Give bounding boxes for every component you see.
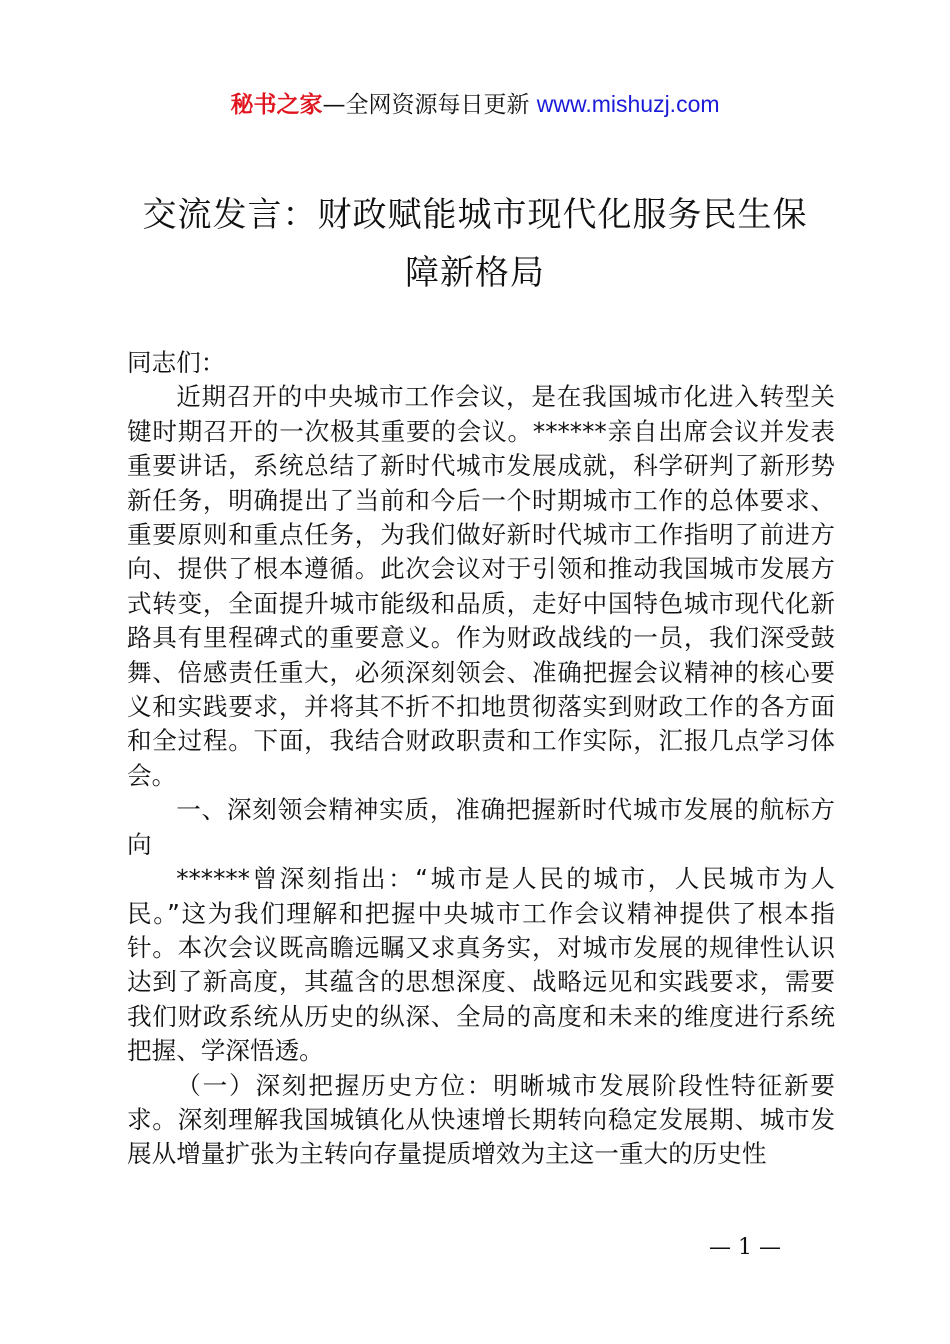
paragraph-intro: 近期召开的中央城市工作会议，是在我国城市化进入转型关键时期召开的一次极其重要的会议。******亲自出席会议并发表重要讲话，系统总结了新时代城市发展成就，科学研判了新形势新任务，明确提出了当前和今后一个时期城市工作的总体要求、重要原则和重点任务，为我们做好新时代城市工作指明了前进方向、提供了根本遵循。此次会议对于引领和推动我国城市发展方式转变，全面提升城市能级和品质，走好中国特色城市现代化新路具有里程碑式的重要意义。作为财政战线的一员，我们深受鼓舞、倍感责任重大，必须深刻领会、准确把握会议精神的核心要义和实践要求，并将其不折不扣地贯彻落实到财政工作的各方面和全过程。下面，我结合财政职责和工作实际，汇报几点学习体会。 xyxy=(127,382,835,790)
site-header xyxy=(0,88,950,121)
site-url-link[interactable]: www.mishuzj.com xyxy=(536,91,720,117)
document-title xyxy=(110,186,840,302)
greeting: 同志们： xyxy=(127,348,226,377)
paragraph-section-1: ******曾深刻指出：“城市是人民的城市，人民城市为人民。”这为我们理解和把握中央城市工作会议精神提供了根本指针。本次会议既高瞻远瞩又求真务实，对城市发展的规律性认识达到了新高度，其蕴含的思想深度、战略远见和实践要求，需要我们财政系统从历史的纵深、全局的高度和未来的维度进行系统把握、学深悟透。 xyxy=(127,864,835,1066)
site-slogan: —全网资源每日更新 xyxy=(322,92,530,118)
paragraph-subsection-1: （一）深刻把握历史方位：明晰城市发展阶段性特征新要求。深刻理解我国城镇化从快速增长期转向稳定发展期、城市发展从增量扩张为主转向存量提质增效为主这一重大的历史性 xyxy=(127,1070,835,1169)
title-line-1: 交流发言：财政赋能城市现代化服务民生保 xyxy=(142,195,808,235)
site-brand: 秘书之家 xyxy=(230,92,323,118)
document-body xyxy=(127,346,835,1172)
page-number: — 1 — xyxy=(709,1235,781,1260)
title-line-2: 障新格局 xyxy=(405,253,545,293)
section-heading-1: 一、深刻领会精神实质，准确把握新时代城市发展的航标方向 xyxy=(127,795,835,859)
